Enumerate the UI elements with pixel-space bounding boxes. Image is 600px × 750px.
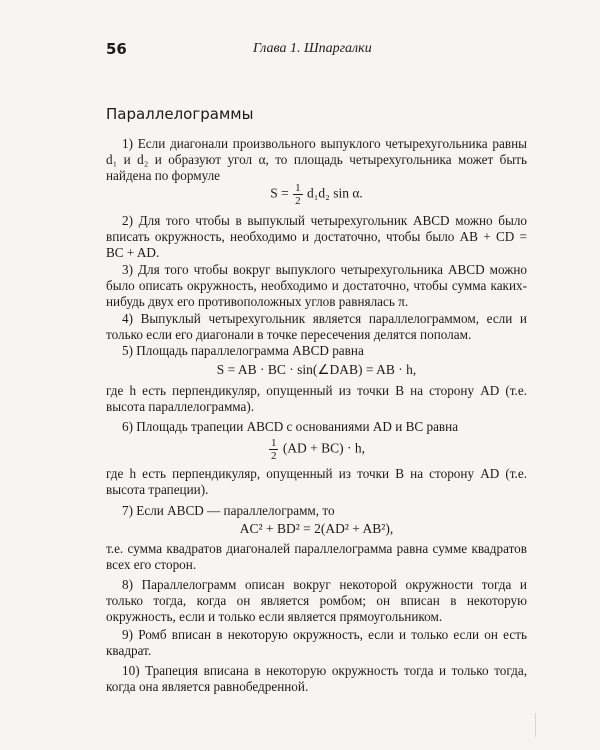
item-6-text: 6) Площадь трапеции ABCD с основаниями AD и BC равна — [122, 419, 459, 434]
item-7-after: т.е. сумма квадратов диагоналей параллелограмма равна сумме квадратов всех его сторон. — [106, 541, 527, 572]
item-3-text: 3) Для того чтобы вокруг выпуклого четырехугольника ABCD можно было описать окружность, необходимо и достаточно, чтобы сумма каких-нибудь двух его противоположных углов равнялась π. — [106, 262, 527, 309]
formula-rhs: (AD + BC) · h, — [282, 440, 366, 456]
item-5-after: где h есть перпендикуляр, опущенный из точки B на сторону AD (т.е. высота параллелограмма). — [106, 383, 527, 414]
section-title: Параллелограммы — [106, 105, 254, 123]
item-4-text: 4) Выпуклый четырехугольник является параллелограммом, если и только если его диагонали в точке пересечения делятся пополам. — [106, 311, 527, 342]
item-6-formula — [106, 437, 527, 462]
fraction-one-half: $\frac{1}{2}$ — [270, 437, 277, 462]
formula-lhs: S = — [270, 185, 289, 201]
chapter-title: Глава 1. Шпаргалки — [253, 41, 372, 56]
item-10-text: 10) Трапеция вписана в некоторую окружность тогда и только тогда, когда она является равнобедренной. — [106, 663, 527, 694]
page-number: 56 — [106, 40, 127, 58]
item-7-text: 7) Если ABCD — параллелограмм, то — [122, 503, 335, 518]
item-1-formula — [106, 182, 527, 207]
item-8-text: 8) Параллелограмм описан вокруг некоторой окружности тогда и только тогда, когда он является ромбом; он вписан в некоторую окружность, если и только если является прямоугольником. — [106, 577, 527, 624]
item-5-formula: S = AB · BC · sin(∠DAB) = AB · h, — [216, 362, 417, 377]
item-2-text: 2) Для того чтобы в выпуклый четырехугольник ABCD можно было вписать окружность, необходимо и достаточно, чтобы было AB + CD = BC + AD. — [106, 213, 527, 260]
formula-rhs: d₁d₂ sin α. — [306, 185, 363, 201]
item-6-after: где h есть перпендикуляр, опущенный из точки B на сторону AD (т.е. высота трапеции). — [106, 466, 527, 497]
item-5-text: 5) Площадь параллелограмма ABCD равна — [122, 343, 364, 358]
item-1-text: 1) Если диагонали произвольного выпуклого четырехугольника равны d₁ и d₂ и образуют угол α, то площадь четырехугольника может быть найдена по формуле — [106, 136, 527, 183]
item-9-text: 9) Ромб вписан в некоторую окружность, если и только если он есть квадрат. — [106, 627, 527, 658]
fraction-one-half: $\frac{1}{2}$ — [295, 182, 301, 207]
item-7-formula: AC² + BD² = 2(AD² + AB²), — [239, 521, 394, 536]
page-edge-mark — [535, 713, 536, 737]
